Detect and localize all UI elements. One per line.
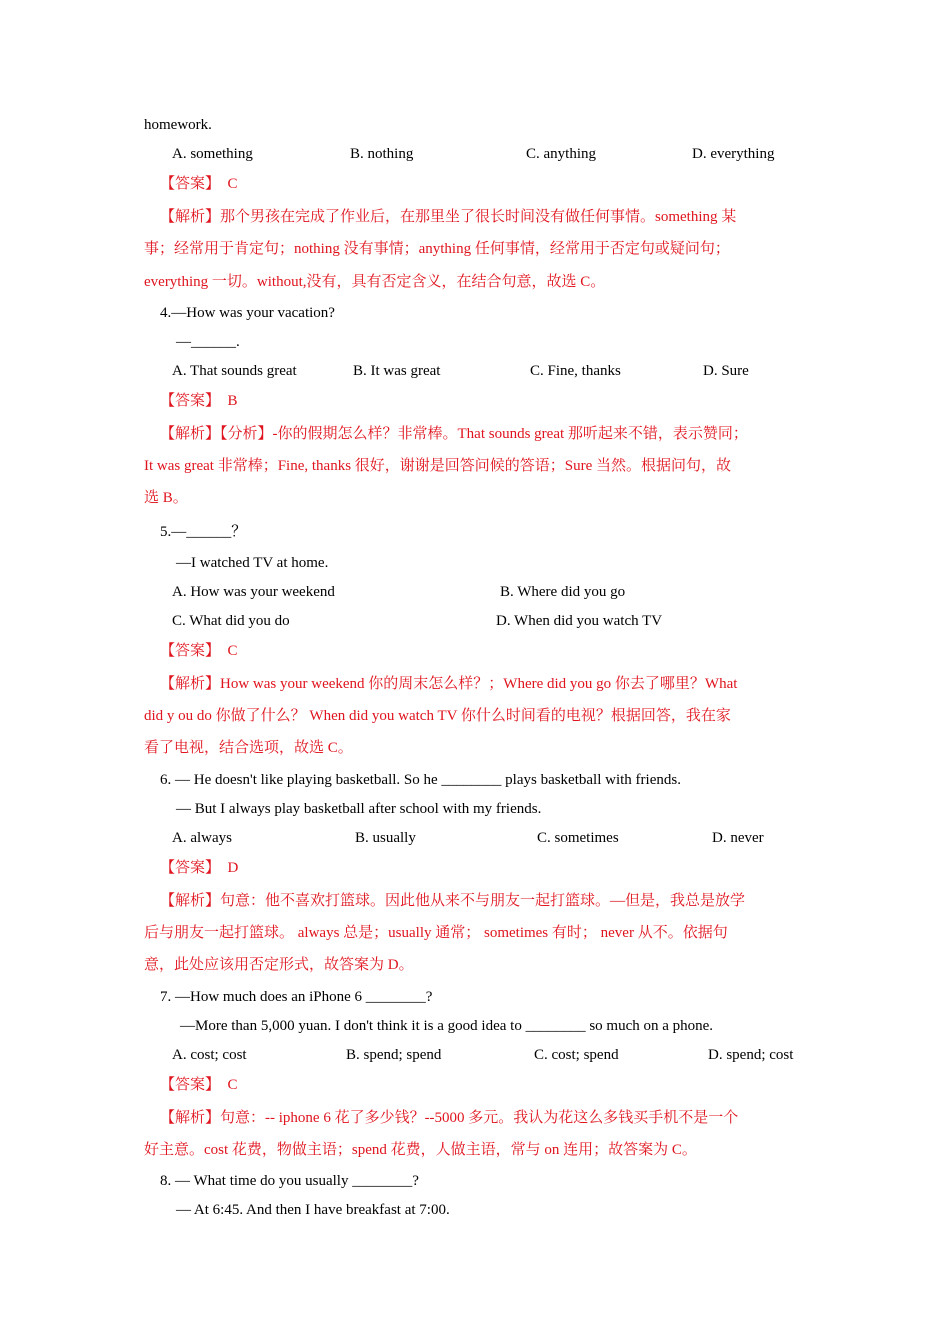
q6-analysis-line-1: 【解析】句意：他不喜欢打篮球。因此他从来不与朋友一起打篮球。—但是，我总是放学: [160, 893, 746, 909]
answer-tag: 【答案】: [160, 860, 221, 876]
q7-option-b: B. spend; spend: [346, 1047, 442, 1063]
q4-analysis-line-1: 【解析】【分析】-你的假期怎么样？非常棒。That sounds great 那听起来不错，表示赞同；: [160, 426, 748, 442]
q4-option-d: D. Sure: [703, 363, 749, 379]
q3-answer: [160, 174, 238, 194]
q5-reply: —I watched TV at home.: [176, 555, 329, 571]
q4-stem: 4.—How was your vacation?: [160, 305, 335, 321]
q8-reply: — At 6:45. And then I have breakfast at 7:00.: [176, 1202, 450, 1218]
q6-answer: [160, 858, 238, 878]
answer-value: D: [227, 860, 239, 876]
q5-stem: 5.—______？: [160, 524, 247, 540]
q8-stem: 8. — What time do you usually ________?: [160, 1173, 419, 1189]
q5-analysis-line-2: did y ou do 你做了什么？ When did you watch TV 你什么时间看的电视？根据回答，我在家: [144, 708, 731, 724]
q7-option-d: D. spend; cost: [708, 1047, 794, 1063]
answer-value: C: [227, 643, 238, 659]
q3-analysis-line-3: everything 一切。without,没有，具有否定含义，在结合句意，故选 C。: [144, 274, 606, 290]
q7-stem: 7. —How much does an iPhone 6 ________?: [160, 989, 433, 1005]
answer-tag: 【答案】: [160, 643, 221, 659]
q4-analysis-line-2: It was great 非常棒；Fine, thanks 很好，谢谢是回答问候的答语；Sure 当然。根据问句，故: [144, 458, 732, 474]
q4-option-b: B. It was great: [353, 363, 441, 379]
q6-analysis-line-2: 后与朋友一起打篮球。 always 总是；usually 通常； sometimes 有时； never 从不。依据句: [144, 925, 728, 941]
q3-analysis-line-1: 【解析】那个男孩在完成了作业后，在那里坐了很长时间没有做任何事情。something 某: [160, 209, 737, 225]
q5-answer: [160, 641, 238, 661]
lead-text: homework.: [144, 117, 212, 133]
answer-tag: 【答案】: [160, 1077, 221, 1093]
q5-option-c: C. What did you do: [172, 613, 290, 629]
q6-option-c: C. sometimes: [537, 830, 619, 846]
answer-value: B: [227, 393, 238, 409]
q6-option-a: A. always: [172, 830, 232, 846]
q6-option-b: B. usually: [355, 830, 416, 846]
q7-reply: —More than 5,000 yuan. I don't think it is a good idea to ________ so much on a phone.: [180, 1018, 714, 1034]
q5-option-b: B. Where did you go: [500, 584, 626, 600]
q6-reply: — But I always play basketball after school with my friends.: [176, 801, 542, 817]
q7-option-a: A. cost; cost: [172, 1047, 247, 1063]
q4-analysis-line-3: 选 B。: [144, 490, 188, 506]
q3-option-a: A. something: [172, 146, 253, 162]
q3-option-d: D. everything: [692, 146, 775, 162]
q4-answer: [160, 391, 238, 411]
answer-value: C: [227, 176, 238, 192]
q7-analysis-line-1: 【解析】句意：-- iphone 6 花了多少钱？--5000 多元。我认为花这么多钱买手机不是一个: [160, 1110, 739, 1126]
q4-option-c: C. Fine, thanks: [530, 363, 621, 379]
q5-analysis-line-1: 【解析】How was your weekend 你的周末怎么样？；Where did you go 你去了哪里？What: [160, 676, 738, 692]
answer-value: C: [227, 1077, 238, 1093]
q4-option-a: A. That sounds great: [172, 363, 297, 379]
answer-tag: 【答案】: [160, 176, 221, 192]
q5-analysis-line-3: 看了电视，结合选项，故选 C。: [144, 740, 353, 756]
q7-answer: [160, 1075, 238, 1095]
q7-option-c: C. cost; spend: [534, 1047, 619, 1063]
q5-option-a: A. How was your weekend: [172, 584, 335, 600]
answer-tag: 【答案】: [160, 393, 221, 409]
q6-analysis-line-3: 意，此处应该用否定形式，故答案为 D。: [144, 957, 414, 973]
q7-analysis-line-2: 好主意。cost 花费，物做主语；spend 花费，人做主语，常与 on 连用；故答案为 C。: [144, 1142, 697, 1158]
q3-option-c: C. anything: [526, 146, 596, 162]
q6-option-d: D. never: [712, 830, 764, 846]
q6-stem: 6. — He doesn't like playing basketball. So he ________ plays basketball with friends.: [160, 772, 681, 788]
q4-reply: —______.: [176, 334, 240, 350]
q5-option-d: D. When did you watch TV: [496, 613, 663, 629]
q3-option-b: B. nothing: [350, 146, 414, 162]
q3-analysis-line-2: 事；经常用于肯定句；nothing 没有事情；anything 任何事情，经常用于否定句或疑问句；: [144, 241, 730, 257]
